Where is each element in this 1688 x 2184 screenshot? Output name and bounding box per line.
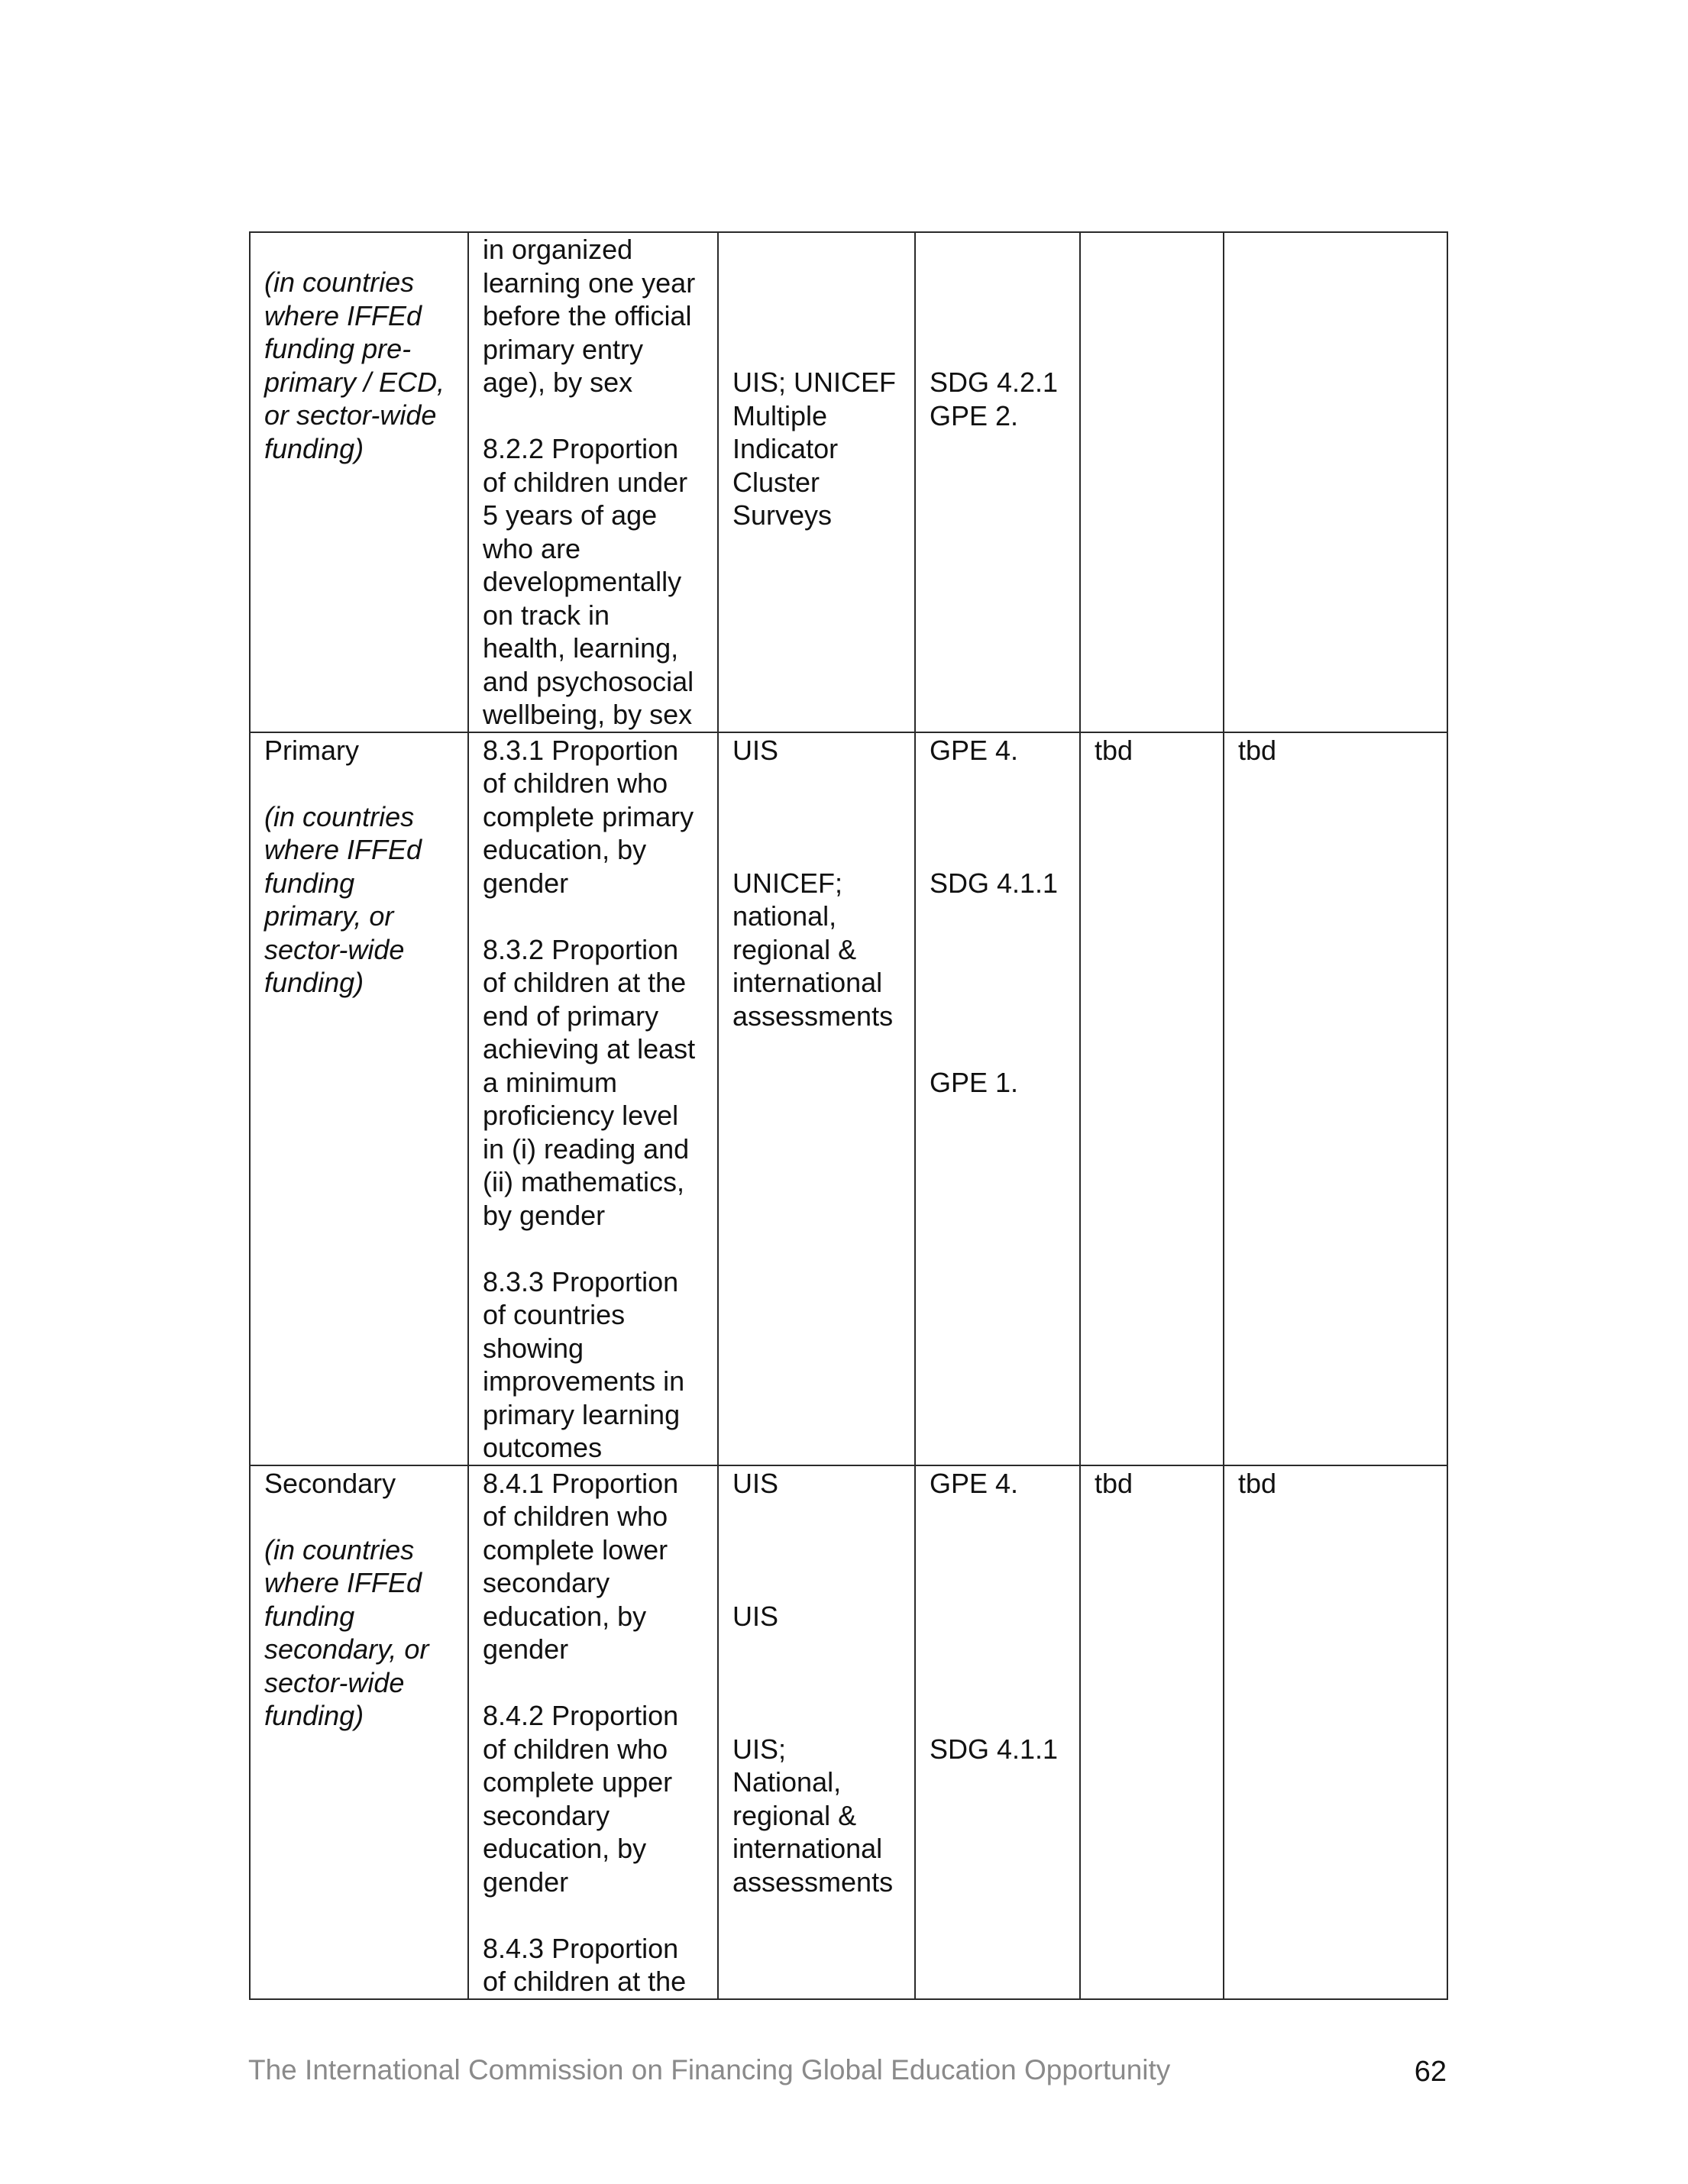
text-line: assessments bbox=[732, 1000, 894, 1032]
level-cell bbox=[250, 232, 468, 732]
text-line: before the official bbox=[483, 300, 692, 331]
level-note bbox=[264, 1533, 457, 1733]
alignment-text bbox=[930, 1467, 1069, 1766]
text-line: developmentally bbox=[483, 566, 682, 597]
text-line: and psychosocial bbox=[483, 665, 694, 697]
text-line bbox=[930, 1533, 1069, 1567]
level-label bbox=[264, 1467, 457, 1501]
text-line: funding bbox=[264, 1600, 355, 1632]
text-line: tbd bbox=[1095, 1467, 1133, 1499]
text-line bbox=[930, 800, 1069, 834]
text-line: where IFFEd bbox=[264, 299, 422, 331]
text-line: in organized bbox=[483, 234, 633, 265]
text-line: national, bbox=[732, 900, 837, 932]
text-line: complete lower bbox=[483, 1533, 668, 1565]
text-line: a minimum bbox=[483, 1066, 618, 1098]
text-line: funding pre- bbox=[264, 333, 412, 364]
text-line: of children who bbox=[483, 1501, 668, 1532]
level-cell bbox=[250, 732, 468, 1465]
indicator-cell bbox=[468, 232, 718, 732]
text-line bbox=[732, 800, 904, 834]
text-line: 8.3.2 Proportion bbox=[483, 933, 679, 965]
text-line: Surveys bbox=[732, 499, 833, 531]
text-line bbox=[483, 1666, 707, 1700]
text-line bbox=[732, 1699, 904, 1733]
indicator-text bbox=[483, 233, 707, 732]
text-line bbox=[930, 833, 1069, 867]
text-line: of children at the bbox=[483, 967, 687, 998]
text-line: education, by bbox=[483, 1600, 647, 1632]
text-line: tbd bbox=[1238, 734, 1277, 766]
baseline-text bbox=[1095, 734, 1212, 767]
text-line bbox=[732, 833, 904, 867]
text-line: of children at the bbox=[483, 1966, 687, 1997]
text-line: regional & bbox=[732, 933, 857, 965]
text-line bbox=[732, 1566, 904, 1600]
text-line: National, bbox=[732, 1766, 842, 1798]
text-line: (in countries bbox=[264, 800, 415, 832]
text-line: SDG 4.1.1 bbox=[930, 1733, 1059, 1765]
text-line: tbd bbox=[1238, 1467, 1277, 1499]
text-line: sector-wide bbox=[264, 933, 405, 965]
text-line: where IFFEd bbox=[264, 1567, 422, 1598]
target-cell bbox=[1224, 1465, 1447, 1999]
level-cell bbox=[250, 1465, 468, 1999]
text-line: funding) bbox=[264, 432, 364, 464]
text-line: primary learning bbox=[483, 1398, 681, 1430]
source-cell bbox=[718, 232, 915, 732]
text-line bbox=[732, 1500, 904, 1533]
text-line: 8.4.3 Proportion bbox=[483, 1932, 679, 1964]
text-line: in (i) reading and bbox=[483, 1132, 690, 1165]
text-line: international bbox=[732, 1833, 883, 1864]
text-line bbox=[930, 1600, 1069, 1633]
text-line bbox=[930, 1032, 1069, 1066]
indicator-text bbox=[483, 734, 707, 1465]
text-line: UIS bbox=[732, 1467, 779, 1499]
text-line: UIS bbox=[732, 734, 779, 766]
text-line: of countries bbox=[483, 1299, 626, 1330]
text-line: GPE 1. bbox=[930, 1066, 1019, 1098]
text-line: of children under bbox=[483, 466, 688, 498]
text-line: (ii) mathematics, bbox=[483, 1166, 685, 1197]
text-line: gender bbox=[483, 1633, 569, 1665]
text-line: UIS; UNICEF bbox=[732, 367, 897, 398]
text-line: end of primary bbox=[483, 1000, 659, 1032]
indicator-cell bbox=[468, 1465, 718, 1999]
text-line bbox=[732, 1666, 904, 1700]
text-line bbox=[930, 1000, 1069, 1033]
text-line: assessments bbox=[732, 1866, 894, 1898]
level-label bbox=[264, 734, 457, 767]
text-line: (in countries bbox=[264, 267, 415, 298]
text-line: 8.3.3 Proportion bbox=[483, 1265, 679, 1297]
target-text bbox=[1238, 1467, 1436, 1501]
table-row-secondary bbox=[250, 1465, 1447, 1999]
text-line: age), by sex bbox=[483, 367, 633, 398]
footer-title: The International Commission on Financing Global Education Opportunity bbox=[248, 2054, 1171, 2085]
level-note bbox=[264, 800, 457, 1000]
table-row-ecd bbox=[250, 232, 1447, 732]
source-text bbox=[732, 366, 904, 532]
text-line: secondary, or bbox=[264, 1633, 429, 1665]
baseline-cell bbox=[1080, 232, 1224, 732]
text-line: where IFFEd bbox=[264, 834, 422, 865]
text-line: 5 years of age bbox=[483, 499, 658, 531]
text-line: of children who bbox=[483, 767, 668, 799]
text-line: GPE 4. bbox=[930, 734, 1019, 766]
page-number: 62 bbox=[1414, 2056, 1447, 2088]
target-cell bbox=[1224, 232, 1447, 732]
text-line: (in countries bbox=[264, 1533, 415, 1565]
text-line: Cluster bbox=[732, 466, 820, 498]
alignment-text bbox=[930, 734, 1069, 1100]
text-line: complete primary bbox=[483, 800, 694, 832]
text-line: sector-wide bbox=[264, 1666, 405, 1698]
text-line bbox=[930, 1699, 1069, 1733]
text-line: education, by bbox=[483, 1833, 647, 1864]
text-line: primary entry bbox=[483, 333, 644, 365]
baseline-cell bbox=[1080, 1465, 1224, 1999]
alignment-cell bbox=[915, 1465, 1080, 1999]
text-line bbox=[483, 1232, 707, 1265]
text-line: funding bbox=[264, 867, 355, 899]
text-line bbox=[483, 399, 707, 433]
target-text bbox=[1238, 734, 1436, 767]
text-line: outcomes bbox=[483, 1432, 603, 1463]
text-line: health, learning, bbox=[483, 632, 679, 664]
text-line: 8.4.2 Proportion bbox=[483, 1700, 679, 1731]
text-line bbox=[483, 900, 707, 933]
text-line: SDG 4.2.1 bbox=[930, 367, 1059, 398]
text-line: SDG 4.1.1 bbox=[930, 867, 1059, 899]
alignment-text bbox=[930, 366, 1069, 432]
source-cell bbox=[718, 1465, 915, 1999]
level-note bbox=[264, 266, 457, 465]
text-line: 8.3.1 Proportion bbox=[483, 734, 679, 766]
text-line: secondary bbox=[483, 1567, 610, 1598]
source-text bbox=[732, 1467, 904, 1899]
target-cell bbox=[1224, 732, 1447, 1465]
text-line bbox=[732, 1533, 904, 1567]
text-line: or sector-wide bbox=[264, 399, 437, 431]
text-line: regional & bbox=[732, 1799, 857, 1831]
text-line: complete upper bbox=[483, 1766, 673, 1798]
text-line: improvements in bbox=[483, 1365, 685, 1397]
text-line: UIS; bbox=[732, 1733, 787, 1765]
text-line: UNICEF; bbox=[732, 867, 842, 899]
text-line: on track in bbox=[483, 599, 610, 631]
text-line bbox=[930, 1500, 1069, 1533]
text-line: GPE 4. bbox=[930, 1467, 1019, 1499]
text-line: learning one year bbox=[483, 267, 696, 299]
text-line: Multiple bbox=[732, 399, 828, 431]
text-line: secondary bbox=[483, 1799, 610, 1831]
alignment-cell bbox=[915, 232, 1080, 732]
text-line: tbd bbox=[1095, 734, 1133, 766]
text-line: gender bbox=[483, 1866, 569, 1898]
text-line bbox=[930, 1666, 1069, 1700]
indicator-cell bbox=[468, 732, 718, 1465]
text-line: of children who bbox=[483, 1733, 668, 1765]
alignment-cell bbox=[915, 732, 1080, 1465]
text-line bbox=[930, 966, 1069, 1000]
text-line: GPE 2. bbox=[930, 399, 1019, 431]
text-line bbox=[930, 900, 1069, 933]
baseline-cell bbox=[1080, 732, 1224, 1465]
text-line: primary, or bbox=[264, 900, 394, 932]
source-text bbox=[732, 734, 904, 1033]
text-line: funding) bbox=[264, 967, 364, 998]
text-line: by gender bbox=[483, 1199, 606, 1231]
text-line: achieving at least bbox=[483, 1033, 696, 1065]
text-line bbox=[483, 1898, 707, 1932]
text-line: funding) bbox=[264, 1700, 364, 1731]
text-line: primary / ECD, bbox=[264, 366, 445, 398]
text-line: 8.4.1 Proportion bbox=[483, 1467, 679, 1499]
text-line: UIS bbox=[732, 1600, 779, 1632]
indicator-table bbox=[249, 231, 1448, 2000]
indicator-text bbox=[483, 1467, 707, 1998]
text-line: gender bbox=[483, 867, 569, 899]
text-line: proficiency level bbox=[483, 1100, 679, 1131]
text-line: Primary bbox=[264, 734, 359, 766]
text-line bbox=[732, 767, 904, 800]
source-cell bbox=[718, 732, 915, 1465]
text-line: education, by bbox=[483, 834, 647, 865]
text-line: Indicator bbox=[732, 433, 839, 464]
text-line: wellbeing, by sex bbox=[483, 699, 693, 730]
text-line bbox=[930, 1633, 1069, 1666]
text-line: showing bbox=[483, 1332, 584, 1364]
text-line bbox=[732, 1633, 904, 1666]
table-row-primary bbox=[250, 732, 1447, 1465]
text-line bbox=[930, 767, 1069, 800]
text-line: who are bbox=[483, 532, 581, 564]
text-line bbox=[930, 933, 1069, 967]
text-line: 8.2.2 Proportion bbox=[483, 433, 679, 464]
text-line: international bbox=[732, 967, 883, 998]
baseline-text bbox=[1095, 1467, 1212, 1501]
text-line: Secondary bbox=[264, 1467, 396, 1499]
text-line bbox=[930, 1566, 1069, 1600]
